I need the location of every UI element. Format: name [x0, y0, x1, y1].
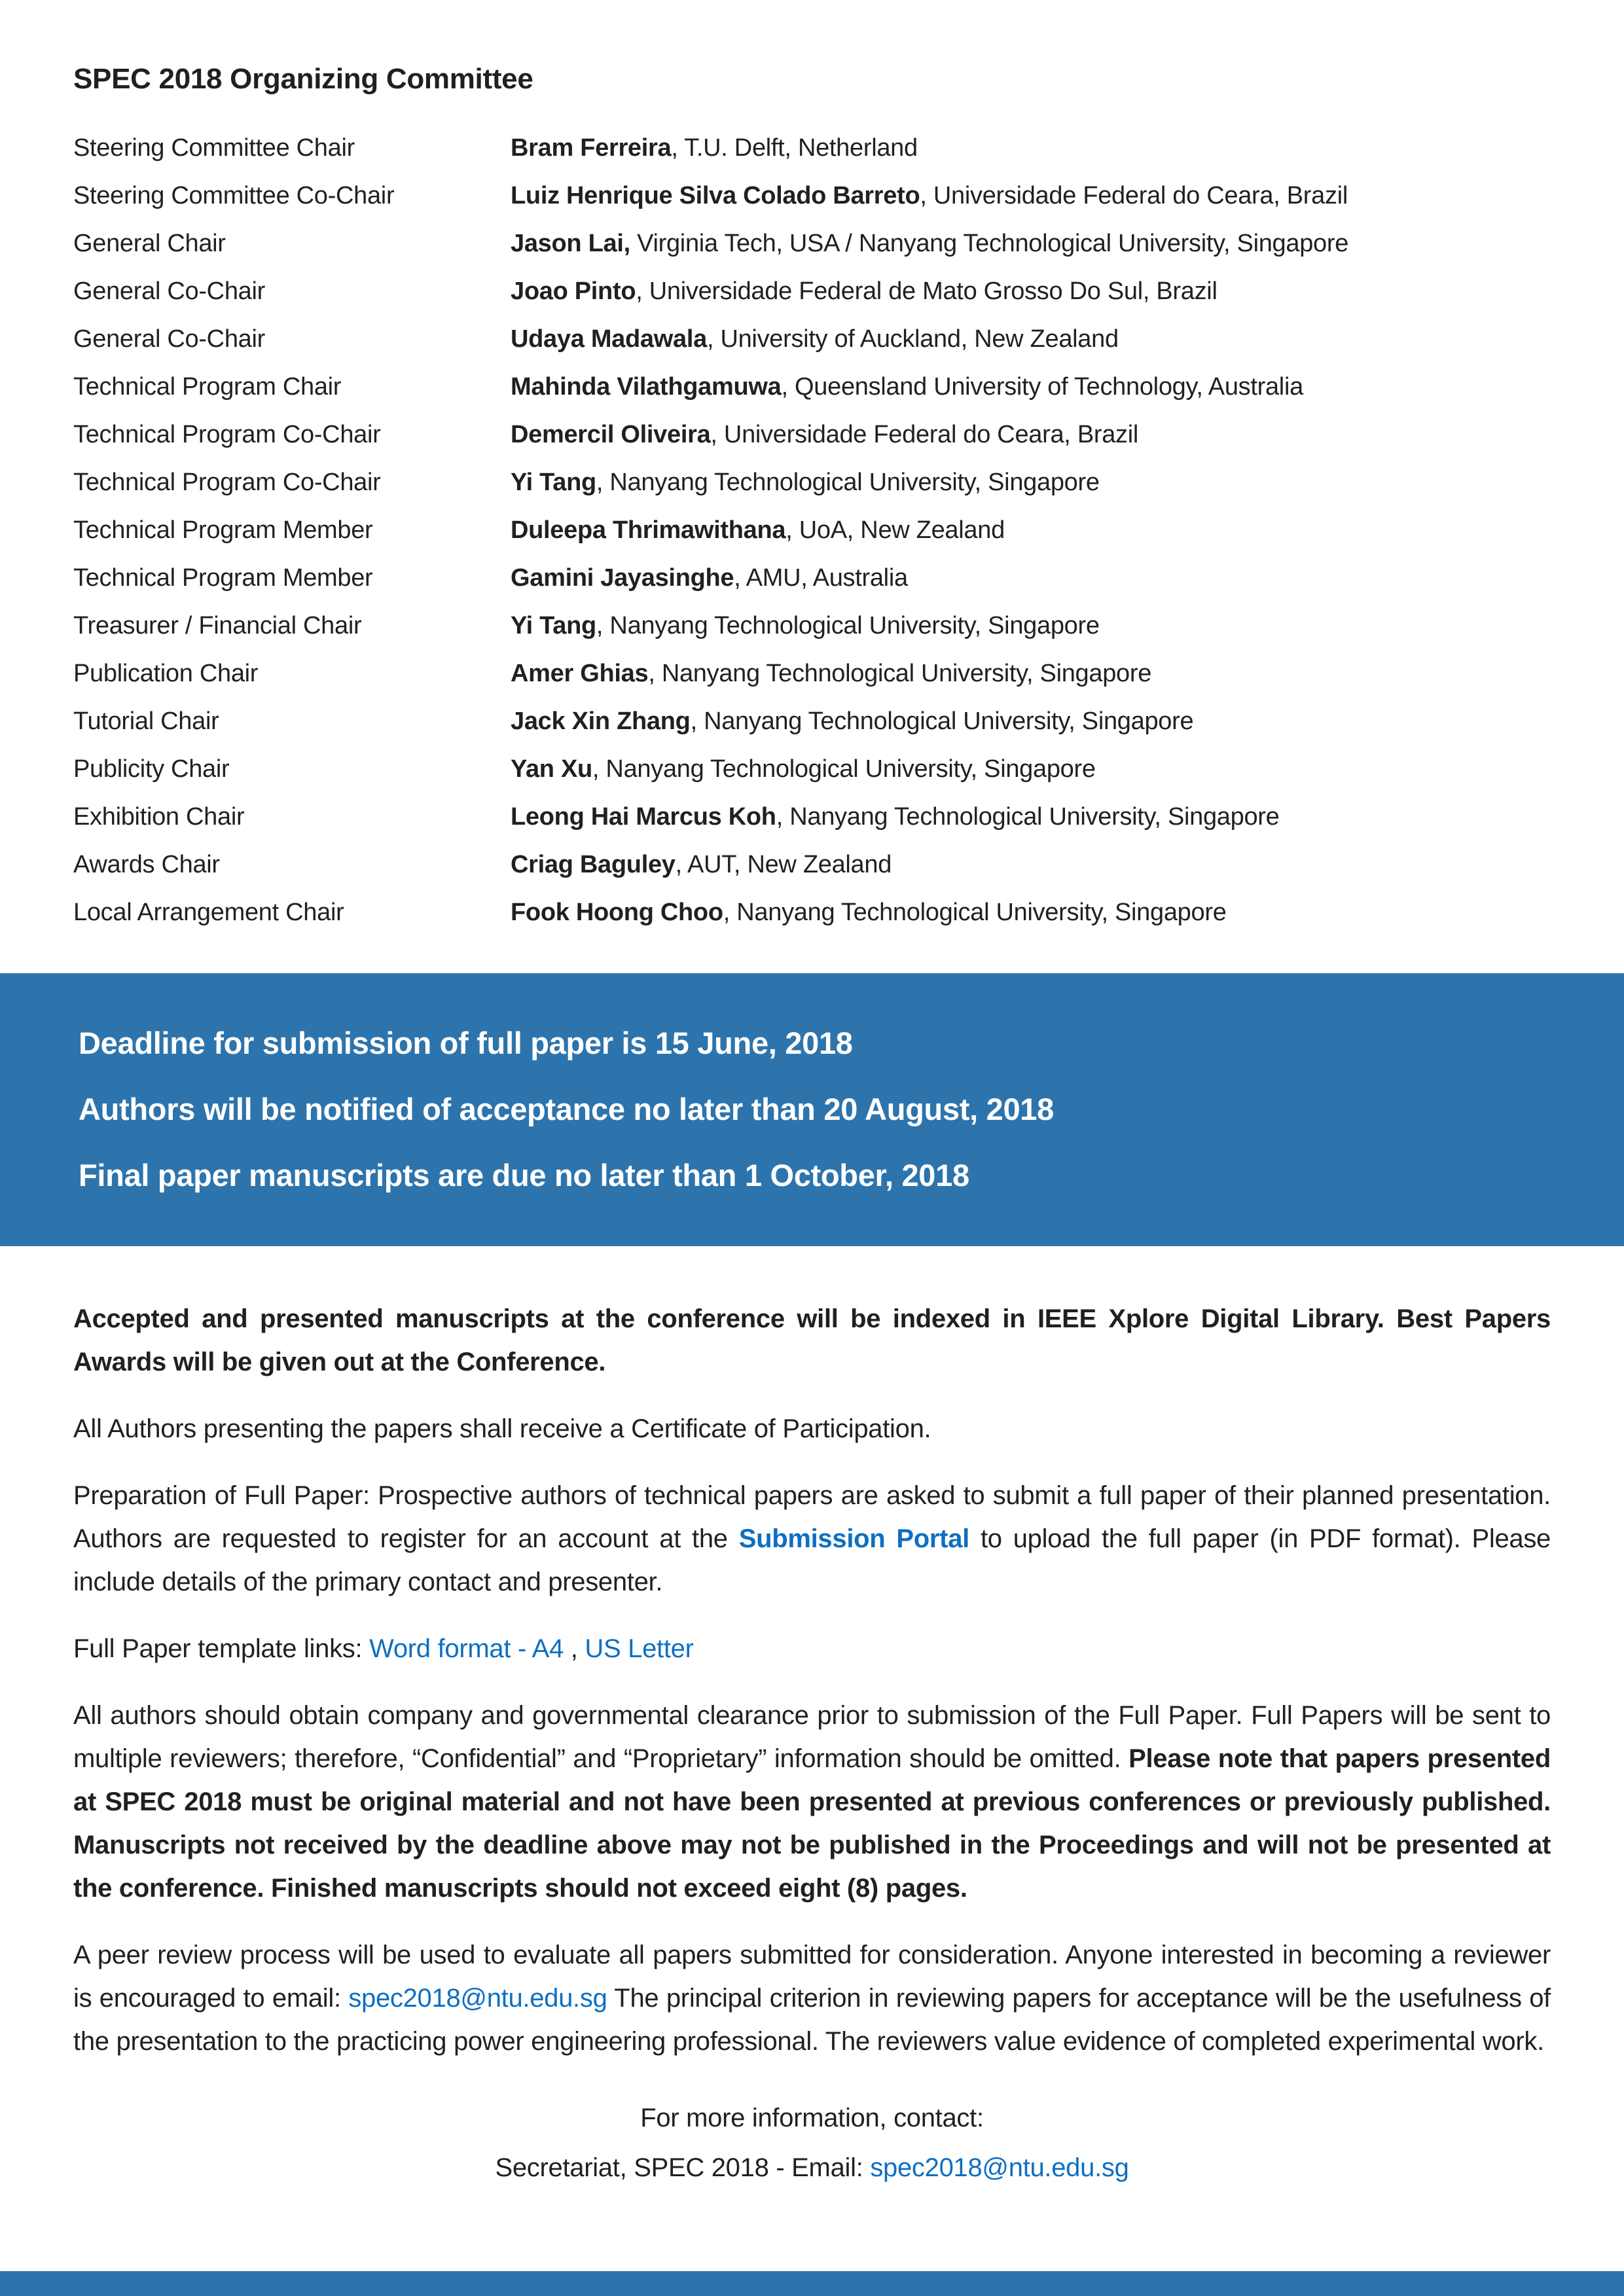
committee-row [73, 650, 1551, 698]
committee-role-label: Steering Committee Chair [73, 134, 355, 162]
contact-secretariat-line: Secretariat, SPEC 2018 - Email: spec2018@ntu.edu.sg [495, 2153, 1129, 2182]
committee-row [73, 745, 1551, 793]
committee-member [511, 793, 1551, 841]
template-us-letter-link[interactable]: US Letter [585, 1634, 694, 1663]
member-affiliation: , Universidade Federal de Mato Grosso Do Sul, Brazil [636, 278, 1218, 305]
member-name: Udaya Madawala [511, 325, 707, 353]
committee-row [73, 459, 1551, 507]
committee-member [511, 459, 1551, 507]
paragraph-preparation: Preparation of Full Paper: Prospective authors of technical papers are asked to submit a full paper of their planned presentation. Authors are requested to register for an account at the Submission Portal to upload the full paper (in PDF format). Please include details of the primary contact and presenter. [73, 1481, 1551, 1596]
member-name: Gamini Jayasinghe [511, 564, 734, 592]
deadline-lead-text: Deadline for submission of full paper is [79, 1026, 655, 1060]
committee-list [73, 124, 1551, 937]
member-affiliation: , Nanyang Technological University, Singapore [596, 469, 1100, 496]
paragraph-certificate: All Authors presenting the papers shall receive a Certificate of Participation. [73, 1414, 931, 1443]
committee-row [73, 220, 1551, 268]
committee-role-label: Technical Program Chair [73, 373, 342, 401]
paragraph-clearance: All authors should obtain company and governmental clearance prior to submission of the Full Paper. Full Papers will be sent to multiple reviewers; therefore, “Confidential” and “Proprietary” information should be omitted. Please note that papers presented at SPEC 2018 must be original material and not have been presented at previous conferences or previously published. Manuscripts not received by the deadline above may not be published in the Proceedings and will not be presented at the conference. Finished manuscripts should not exceed eight (8) pages. [73, 1701, 1551, 1903]
committee-row [73, 602, 1551, 650]
member-name: Mahinda Vilathgamuwa [511, 373, 782, 401]
committee-role-label: Publication Chair [73, 660, 259, 687]
submission-portal-link[interactable]: Submission Portal [738, 1524, 969, 1553]
member-name: Luiz Henrique Silva Colado Barreto [511, 182, 920, 209]
member-name: Bram Ferreira [511, 134, 672, 162]
paragraph-peer-review: A peer review process will be used to evaluate all papers submitted for consideration. Anyone interested in becoming a reviewer is encouraged to email: spec2018@ntu.edu.sg The principal criterion in reviewing papers for acceptance will be the usefulness of the presentation to the practicing power engineering professional. The reviewers value evidence of completed experimental work. [73, 1941, 1551, 2056]
committee-member [511, 889, 1551, 937]
member-name: Joao Pinto [511, 278, 636, 305]
paragraph-template-links: Full Paper template links: Word format - A4 , US Letter [73, 1634, 694, 1663]
member-affiliation: , Nanyang Technological University, Singapore [776, 803, 1280, 831]
organizing-committee-section [0, 0, 1624, 937]
member-affiliation: , Universidade Federal do Ceara, Brazil [920, 182, 1348, 209]
committee-row [73, 124, 1551, 172]
member-name: Demercil Oliveira [511, 421, 711, 448]
contact-email-link[interactable]: spec2018@ntu.edu.sg [870, 2153, 1129, 2182]
deadline-line [79, 1142, 1545, 1208]
member-affiliation: , Universidade Federal do Ceara, Brazil [710, 421, 1139, 448]
committee-row [73, 411, 1551, 459]
committee-role-label: General Chair [73, 230, 226, 257]
contact-heading: For more information, contact: [640, 2104, 984, 2132]
committee-member [511, 124, 1551, 172]
committee-role-label: Technical Program Member [73, 516, 373, 544]
committee-member [511, 411, 1551, 459]
committee-member [511, 650, 1551, 698]
deadline-lead-text: Final paper manuscripts are due no later than [79, 1158, 745, 1193]
member-affiliation: , University of Auckland, New Zealand [706, 325, 1119, 353]
committee-member [511, 554, 1551, 602]
member-affiliation: , Nanyang Technological University, Singapore [592, 755, 1096, 783]
deadline-line [79, 1076, 1545, 1142]
committee-member [511, 363, 1551, 411]
footer-bar [0, 2271, 1624, 2296]
committee-role-label: Tutorial Chair [73, 708, 219, 735]
original-material-notice: Please note that papers presented at SPEC 2018 must be original material and not have been presented at previous conferences or previously published. Manuscripts not received by the deadline above may not be published in the Proceedings and will not be presented at the conference. Finished manuscripts should not exceed eight (8) pages. [73, 1744, 1551, 1903]
member-affiliation: , Nanyang Technological University, Singapore [723, 899, 1227, 926]
deadline-banner [0, 973, 1624, 1246]
committee-role-label: Treasurer / Financial Chair [73, 612, 362, 639]
committee-role-label: Technical Program Member [73, 564, 373, 592]
deadline-line [79, 1010, 1545, 1076]
committee-member [511, 220, 1551, 268]
paragraph-indexing: Accepted and presented manuscripts at the conference will be indexed in IEEE Xplore Digital Library. Best Papers Awards will be given out at the Conference. [73, 1304, 1551, 1376]
committee-member [511, 698, 1551, 745]
committee-role-label: Technical Program Co-Chair [73, 421, 381, 448]
member-name: Yan Xu [511, 755, 592, 783]
committee-row [73, 889, 1551, 937]
committee-row [73, 172, 1551, 220]
contact-block [73, 2093, 1551, 2193]
member-affiliation: , T.U. Delft, Netherland [671, 134, 918, 162]
committee-role-label: General Co-Chair [73, 325, 265, 353]
member-affiliation: Virginia Tech, USA / Nanyang Technological University, Singapore [630, 230, 1349, 257]
member-affiliation: , AMU, Australia [734, 564, 908, 592]
committee-member [511, 315, 1551, 363]
committee-role-label: Local Arrangement Chair [73, 899, 344, 926]
committee-role-label: Technical Program Co-Chair [73, 469, 381, 496]
deadline-lead-text: Authors will be notified of acceptance no later than [79, 1092, 824, 1126]
member-affiliation: , Nanyang Technological University, Singapore [648, 660, 1152, 687]
page-title: SPEC 2018 Organizing Committee [73, 63, 533, 95]
committee-row [73, 315, 1551, 363]
committee-row [73, 268, 1551, 315]
member-affiliation: , Queensland University of Technology, Australia [781, 373, 1303, 401]
body-content [0, 1246, 1624, 2193]
committee-row [73, 363, 1551, 411]
committee-row [73, 793, 1551, 841]
committee-row [73, 507, 1551, 554]
member-name: Jason Lai, [511, 230, 630, 257]
committee-member [511, 602, 1551, 650]
committee-row [73, 554, 1551, 602]
member-name: Leong Hai Marcus Koh [511, 803, 776, 831]
member-name: Amer Ghias [511, 660, 649, 687]
member-affiliation: , Nanyang Technological University, Singapore [690, 708, 1194, 735]
committee-role-label: General Co-Chair [73, 278, 265, 305]
deadline-date: 1 October, 2018 [744, 1158, 969, 1193]
member-affiliation: , UoA, New Zealand [785, 516, 1005, 544]
committee-member [511, 172, 1551, 220]
committee-member [511, 507, 1551, 554]
member-name: Jack Xin Zhang [511, 708, 691, 735]
member-affiliation: , AUT, New Zealand [675, 851, 892, 878]
committee-role-label: Steering Committee Co-Chair [73, 182, 395, 209]
member-name: Yi Tang [511, 612, 596, 639]
committee-role-label: Publicity Chair [73, 755, 230, 783]
member-name: Yi Tang [511, 469, 596, 496]
committee-role-label: Awards Chair [73, 851, 220, 878]
committee-member [511, 745, 1551, 793]
member-name: Duleepa Thrimawithana [511, 516, 786, 544]
committee-row [73, 841, 1551, 889]
committee-member [511, 841, 1551, 889]
member-name: Criag Baguley [511, 851, 676, 878]
member-affiliation: , Nanyang Technological University, Singapore [596, 612, 1100, 639]
deadline-date: 20 August, 2018 [823, 1092, 1054, 1126]
template-a4-link[interactable]: Word format - A4 [369, 1634, 564, 1663]
member-name: Fook Hoong Choo [511, 899, 723, 926]
deadline-date: 15 June, 2018 [655, 1026, 853, 1060]
reviewer-email-link[interactable]: spec2018@ntu.edu.sg [348, 1984, 607, 2013]
committee-member [511, 268, 1551, 315]
committee-row [73, 698, 1551, 745]
committee-role-label: Exhibition Chair [73, 803, 245, 831]
